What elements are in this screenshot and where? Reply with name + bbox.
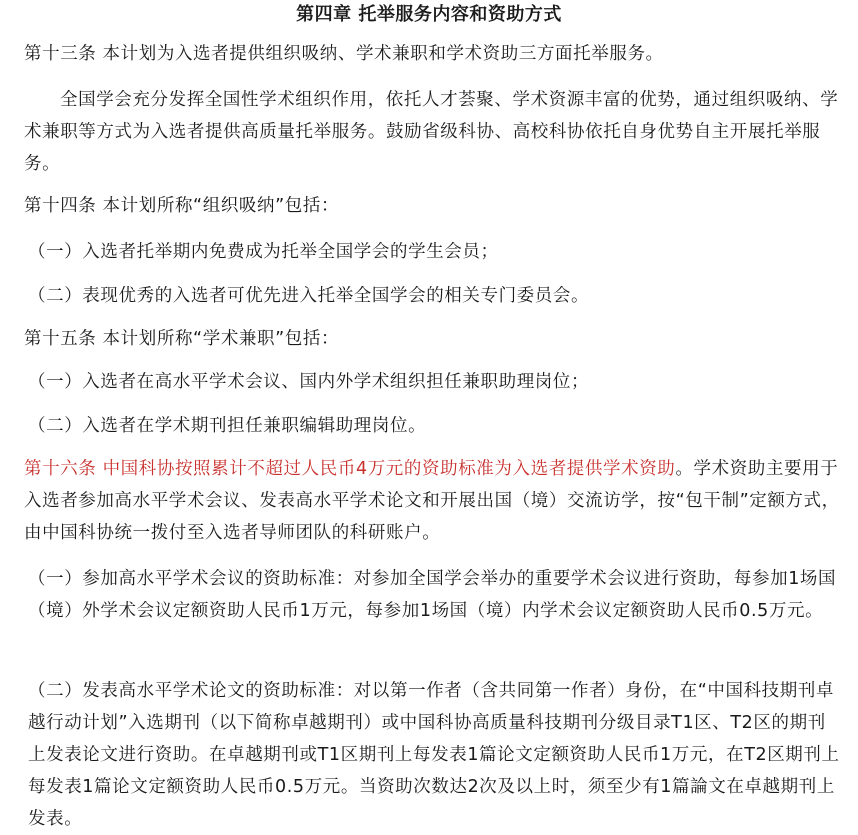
article-13-body: 全国学会充分发挥全国性学术组织作用，依托人才荟聚、学术资源丰富的优势，通过组织吸纳、学术兼职等方式为入选者提供高质量托举服务。鼓励省级科协、高校科协依托自身优势自主开展托举服务。 [24,90,839,174]
article-16-rest: 。学术资助主要用于入选者参加高水平学术会议、发表高水平学术论文和开展出国（境）交流访学，按“包干制”定额方式，由中国科协统一拨付至入选者导师团队的科研账户。 [24,459,840,543]
article-14-item-2: （二）表现优秀的入选者可优先进入托举全国学会的相关专门委员会。 [28,286,590,306]
article-14-item-1: （一）入选者托举期内免费成为托举全国学会的学生会员； [28,242,499,262]
article-16-item-1: （一）参加高水平学术会议的资助标准：对参加全国学会举办的重要学术会议进行资助，每参加1场国（境）外学术会议定额资助人民币1万元，每参加1场国（境）内学术会议定额资助人民币0.5万元。 [28,569,837,621]
article-16-label: 第十六条 [24,459,103,479]
article-15-heading: 第十五条 本计划所称“学术兼职”包括： [24,329,340,349]
article-16-paragraph [24,453,842,549]
article-16-highlight: 中国科协按照累计不超过人民币4万元的资助标准为入选者提供学术资助 [102,459,676,479]
article-14-heading: 第十四条 本计划所称“组织吸纳”包括： [24,196,340,216]
chapter-title: 第四章 托举服务内容和资助方式 [296,4,562,25]
article-13-heading: 第十三条 本计划为入选者提供组织吸纳、学术兼职和学术资助三方面托举服务。 [24,44,664,64]
article-15-item-2: （二）入选者在学术期刊担任兼职编辑助理岗位。 [28,416,427,436]
article-16-item-2: （二）发表高水平学术论文的资助标准：对以第一作者（含共同第一作者）身份，在“中国科技期刊卓越行动计划”入选期刊（以下简称卓越期刊）或中国科协高质量科技期刊分级目录T1区、T2区的期刊上发表论文进行资助。在卓越期刊或T1区期刊上每发表1篇论文定额资助人民币1万元，在T2区期刊上每发表1篇论文定额资助人民币0.5万元。当资助次数达2次及以上时，须至少有1篇論文在卓越期刊上发表。 [28,681,840,829]
article-15-item-1: （一）入选者在高水平学术会议、国内外学术组织担任兼职助理岗位； [28,372,590,392]
